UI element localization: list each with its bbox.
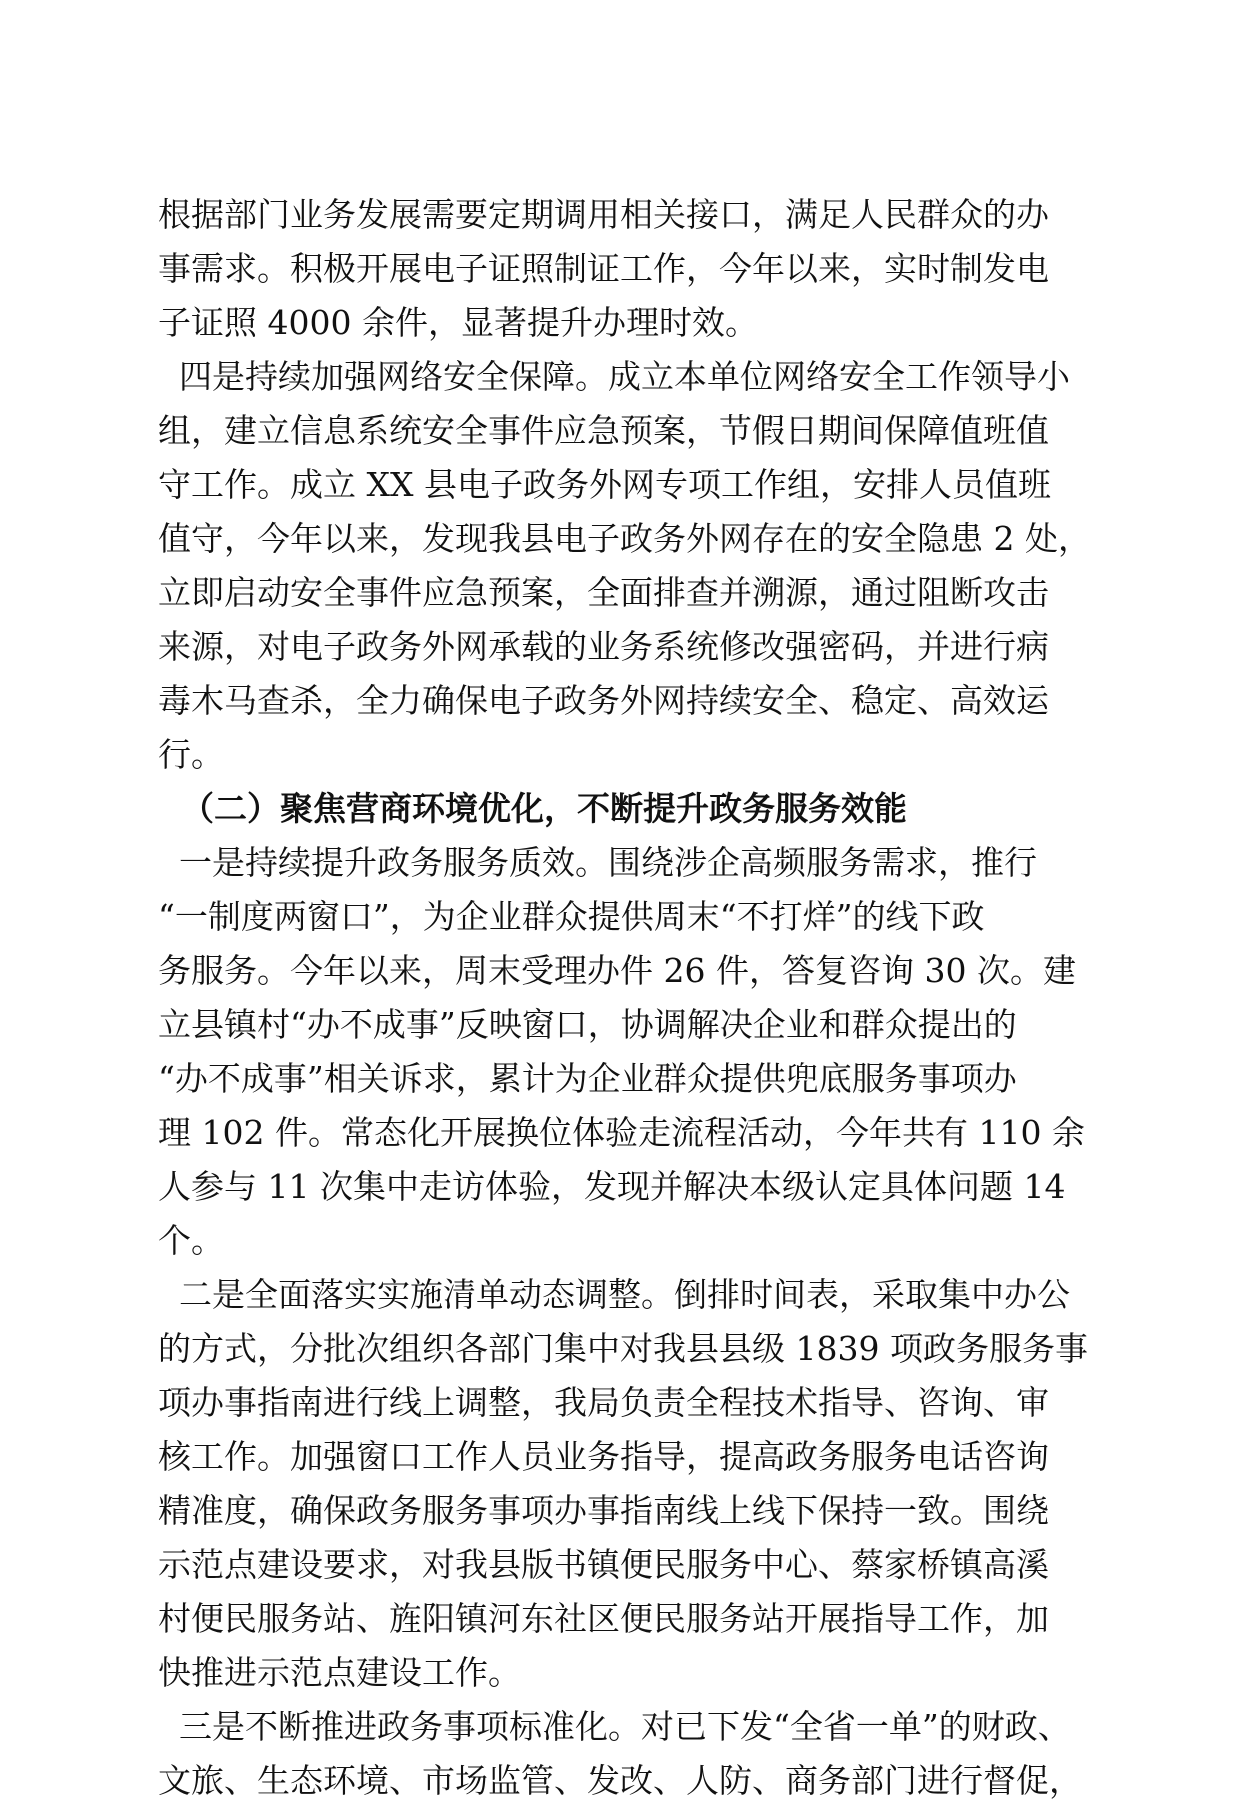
text-line: 理 102 件。常态化开展换位体验走流程活动，今年共有 110 余	[158, 1113, 1085, 1152]
text-line: “一制度两窗口”，为企业群众提供周末“不打烊”的线下政	[158, 897, 985, 936]
text-line: 精准度，确保政务服务事项办事指南线上线下保持一致。围绕	[158, 1491, 1049, 1530]
text-line: 事需求。积极开展电子证照制证工作，今年以来，实时制发电	[158, 249, 1049, 288]
text-line: 守工作。成立 XX 县电子政务外网专项工作组，安排人员值班	[158, 465, 1051, 504]
document-page	[158, 188, 1093, 1808]
text-line: 村便民服务站、旌阳镇河东社区便民服务站开展指导工作，加	[158, 1599, 1049, 1638]
text-line: 二是全面落实实施清单动态调整。倒排时间表，采取集中办公	[158, 1275, 1070, 1314]
section-heading: （二）聚焦营商环境优化，不断提升政务服务效能	[158, 789, 907, 828]
text-line: 文旅、生态环境、市场监管、发改、人防、商务部门进行督促，	[158, 1761, 1082, 1800]
text-line: 根据部门业务发展需要定期调用相关接口，满足人民群众的办	[158, 195, 1049, 234]
text-line: 组，建立信息系统安全事件应急预案，节假日期间保障值班值	[158, 411, 1049, 450]
text-line: 核工作。加强窗口工作人员业务指导，提高政务服务电话咨询	[158, 1437, 1049, 1476]
text-line: 立即启动安全事件应急预案，全面排查并溯源，通过阻断攻击	[158, 573, 1049, 612]
text-line: 毒木马查杀，全力确保电子政务外网持续安全、稳定、高效运	[158, 681, 1049, 720]
text-line: 行。	[158, 735, 224, 774]
text-line: 值守，今年以来，发现我县电子政务外网存在的安全隐患 2 处，	[158, 519, 1091, 558]
text-line: 立县镇村“办不成事”反映窗口，协调解决企业和群众提出的	[158, 1005, 1017, 1044]
text-line: 示范点建设要求，对我县版书镇便民服务中心、蔡家桥镇高溪	[158, 1545, 1049, 1584]
text-line: 快推进示范点建设工作。	[158, 1653, 521, 1692]
text-line: 人参与 11 次集中走访体验，发现并解决本级认定具体问题 14	[158, 1167, 1066, 1206]
text-line: “办不成事”相关诉求，累计为企业群众提供兜底服务事项办	[158, 1059, 1017, 1098]
text-line: 三是不断推进政务事项标准化。对已下发“全省一单”的财政、	[158, 1707, 1071, 1746]
text-line: 的方式，分批次组织各部门集中对我县县级 1839 项政务服务事	[158, 1329, 1088, 1368]
text-line: 来源，对电子政务外网承载的业务系统修改强密码，并进行病	[158, 627, 1049, 666]
text-line: 项办事指南进行线上调整，我局负责全程技术指导、咨询、审	[158, 1383, 1049, 1422]
text-line: 个。	[158, 1221, 224, 1260]
text-line: 务服务。今年以来，周末受理办件 26 件，答复咨询 30 次。建	[158, 951, 1076, 990]
text-line: 一是持续提升政务服务质效。围绕涉企高频服务需求，推行	[158, 843, 1037, 882]
text-line: 子证照 4000 余件，显著提升办理时效。	[158, 303, 758, 342]
text-line: 四是持续加强网络安全保障。成立本单位网络安全工作领导小	[158, 357, 1070, 396]
